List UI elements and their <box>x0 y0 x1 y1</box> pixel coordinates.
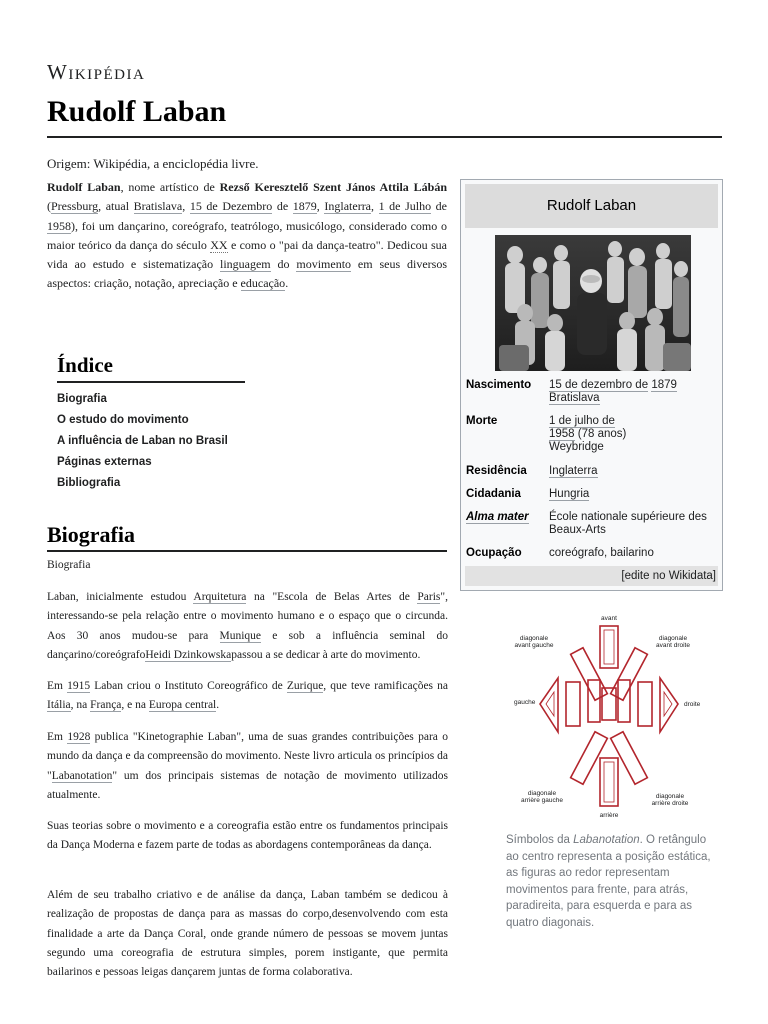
link-birth-date[interactable]: 15 de Dezembro <box>189 199 273 214</box>
lead-text: , <box>182 199 190 214</box>
lead-text: , <box>316 199 325 214</box>
symbol-droite <box>660 678 678 732</box>
paragraph-2 <box>47 677 448 716</box>
symbol-avant <box>600 626 618 668</box>
infobox <box>460 179 723 591</box>
toc-item-estudo-movimento[interactable]: O estudo do movimento <box>57 414 189 426</box>
citizenship-label: Cidadania <box>466 488 521 500</box>
link-franca[interactable]: França <box>90 699 122 712</box>
paragraph-text: na "Escola de Belas Artes de <box>246 591 418 603</box>
symbol-left-column <box>566 682 580 726</box>
label-diag-avant-droite-2: avant droite <box>656 642 690 649</box>
lead-text: , atual <box>98 199 134 214</box>
death-value <box>549 415 721 454</box>
paragraph-text: Laban, inicialmente estudou <box>47 591 194 603</box>
title-divider <box>47 136 722 138</box>
symbol-arriere <box>600 758 618 806</box>
section-title-biografia: Biografia <box>47 522 135 547</box>
wikipedia-wordmark[interactable]: Wikipédia <box>47 60 146 84</box>
link-1915[interactable]: 1915 <box>67 680 91 692</box>
label-diag-avant-droite-1: diagonale <box>658 635 688 642</box>
paragraph-1 <box>47 588 448 665</box>
death-age: (78 anos) <box>574 428 627 440</box>
birth-date-link[interactable]: 15 de dezembro de <box>549 379 649 391</box>
occupation-label: Ocupação <box>466 547 522 559</box>
symbol-place-left <box>588 680 600 722</box>
link-arquitetura[interactable]: Arquitetura <box>193 591 247 603</box>
birth-label: Nascimento <box>466 379 532 391</box>
link-movimento[interactable]: movimento <box>296 257 352 272</box>
caption-labanotation: Labanotation <box>573 834 640 846</box>
origin-line: Origem: Wikipédia, a enciclopédia livre. <box>47 156 259 171</box>
death-date-link[interactable]: 1 de julho de <box>549 415 615 427</box>
label-arriere: arrière <box>599 812 619 819</box>
paragraph-text: " um dos principais sistemas de notação de movimento utilizados atualmente. <box>47 769 448 801</box>
paragraph-text: passou a se dedicar à arte do movimento. <box>231 648 421 661</box>
toc-list <box>57 389 245 494</box>
subject-full-name: Rezső Keresztelő Szent János Attila Lábán <box>219 180 448 194</box>
death-label: Morte <box>466 415 498 427</box>
symbol-gauche-inner <box>546 692 554 716</box>
lead-text: ( <box>47 199 51 214</box>
paragraph-text: Em <box>47 731 68 743</box>
link-1928[interactable]: 1928 <box>67 731 91 743</box>
birth-place-link[interactable]: Bratislava <box>549 392 600 404</box>
label-diag-arriere-gauche-1: diagonale <box>527 790 557 797</box>
section-subtitle: Biografia <box>47 559 91 571</box>
alma-mater-label-link[interactable]: Alma mater <box>466 511 529 523</box>
label-diag-arriere-gauche-2: arrière gauche <box>521 797 563 804</box>
label-diag-avant-gauche-2: avant gauche <box>514 642 554 649</box>
direction-symbols <box>540 626 678 806</box>
symbol-droite-inner <box>664 692 672 716</box>
edit-wikidata-link[interactable]: [edite no Wikidata] <box>465 566 718 586</box>
label-diag-arriere-droite-2: arrière droite <box>651 800 689 807</box>
symbol-place-center <box>602 688 616 720</box>
lead-text: ), foi um dançarino, coreógrafo, teatrólogo, musicólogo, considerado como o maior teórico da dança do século <box>47 218 447 252</box>
residence-label: Residência <box>466 465 527 477</box>
symbol-arriere-inner <box>604 762 614 802</box>
link-europa-central[interactable]: Europa central <box>148 699 217 712</box>
label-diag-arriere-droite-1: diagonale <box>655 793 685 800</box>
link-birth-year[interactable]: 1879 <box>292 199 317 214</box>
link-labanotation[interactable]: Labanotation <box>51 769 113 782</box>
table-of-contents <box>57 353 245 494</box>
labanotation-symbols-diagram[interactable] <box>508 612 708 824</box>
symbol-gauche <box>540 678 558 732</box>
link-pressburg[interactable]: Pressburg <box>51 199 99 214</box>
toc-item-biografia[interactable]: Biografia <box>57 393 107 405</box>
alma-mater-label[interactable] <box>466 511 548 524</box>
toc-item-paginas-externas[interactable]: Páginas externas <box>57 456 152 468</box>
paragraph-text: , e na <box>121 699 149 712</box>
residence-value <box>549 465 721 478</box>
alma-mater-value: École nationale supérieure des Beaux-Arts <box>549 511 707 536</box>
diagram-caption <box>506 832 716 931</box>
paragraph-text: , que teve ramificações na <box>323 680 448 692</box>
birth-value <box>549 379 721 405</box>
lead-text: e como o "pai da dança-teatro". Dedicou sua vida ao estudo e sistematização <box>47 237 447 272</box>
link-paris[interactable]: Paris <box>417 591 441 603</box>
paragraph-text: , na <box>70 699 91 712</box>
paragraph-text: publica "Kinetographie Laban", uma de suas grandes contribuições para o mundo da dança e da compreensão do movimento. Neste livro articula os princípios da " <box>47 731 448 782</box>
link-death-year[interactable]: 1958 <box>47 218 71 233</box>
label-droite: droite <box>684 701 701 708</box>
link-heidi-dzinkowska[interactable]: Heidi Dzinkowska <box>145 648 232 661</box>
paragraph-3 <box>47 728 448 805</box>
caption-text: Símbolos da <box>506 834 574 846</box>
direction-labels <box>514 615 701 819</box>
toc-title: Índice <box>57 353 245 383</box>
lead-text: em seus diversos aspectos: criação, notação, apreciação e <box>47 257 448 291</box>
infobox-title: Rudolf Laban <box>465 184 718 228</box>
link-educacao[interactable]: educação <box>240 276 286 291</box>
lead-text: de <box>431 199 447 214</box>
group-photo-image <box>495 235 691 371</box>
symbol-right-column <box>638 682 652 726</box>
symbol-avant-inner <box>604 630 614 664</box>
subject-name: Rudolf Laban <box>47 180 121 194</box>
link-munique[interactable]: Munique <box>219 629 262 642</box>
portrait-photo[interactable] <box>495 235 691 371</box>
paragraph-text: Laban criou o Instituto Coreográfico de <box>90 680 287 692</box>
symbol-place-right <box>618 680 630 722</box>
citizenship-link[interactable]: Hungria <box>549 488 590 500</box>
paragraph-text: Em <box>47 680 68 692</box>
death-place-link[interactable]: Weybridge <box>549 441 604 453</box>
toc-item-bibliografia[interactable]: Bibliografia <box>57 477 121 489</box>
lead-text: . <box>285 276 289 291</box>
label-avant: avant <box>601 615 617 622</box>
lead-text: , <box>371 199 379 214</box>
caption-text: . O retângulo ao centro representa a posição estática, as figuras ao redor representam movimentos para frente, para atrás, paradireita, para esquerda e para as quatro diagonais. <box>506 834 711 929</box>
label-gauche: gauche <box>514 699 536 706</box>
citizenship-value <box>549 488 721 501</box>
toc-item-influencia-brasil[interactable]: A influência de Laban no Brasil <box>57 435 228 447</box>
link-bratislava[interactable]: Bratislava <box>133 199 183 214</box>
lead-text: de <box>272 199 293 214</box>
lead-text: do <box>270 257 297 272</box>
page-title: Rudolf Laban <box>47 95 227 128</box>
paragraph-text: ", interessando-se pela relação entre o movimento humano e o espaço que o circunda. Aos 30 anos mudou-se para <box>47 591 448 642</box>
birth-year-link[interactable]: 1879 <box>651 379 677 391</box>
death-year-link[interactable]: 1958 <box>549 428 575 440</box>
lead-text: , nome artístico de <box>120 180 220 194</box>
label-diag-avant-gauche-1: diagonale <box>519 635 549 642</box>
paragraph-text: e sob a influência seminal do dançarino/coreógrafo <box>47 629 448 661</box>
link-linguagem[interactable]: linguagem <box>219 257 271 272</box>
link-death-date[interactable]: 1 de Julho <box>378 199 432 214</box>
paragraph-text: . <box>216 699 220 712</box>
section-divider <box>47 550 447 552</box>
link-inglaterra[interactable]: Inglaterra <box>324 199 372 214</box>
century-abbr[interactable]: XX <box>210 237 228 252</box>
occupation-value: coreógrafo, bailarino <box>549 547 654 559</box>
link-zurique[interactable]: Zurique <box>286 680 324 692</box>
paragraph-4: Suas teorias sobre o movimento e a coreografia estão entre os fundamentos principais da Dança Moderna e fazem parte de todas as abordagens contemporâneas da dança. <box>47 820 448 852</box>
lead-paragraph <box>47 178 447 294</box>
link-italia[interactable]: Itália <box>47 699 71 712</box>
paragraph-5: Além de seu trabalho criativo e de análise da dança, Laban também se dedicou à realização de propostas de dança para as massas do corpo,desenvolvendo com esta finalidade a arte da Dança Coral, onde grande número de pessoas se movem juntas segundo uma coreografia de estrutura simples, porem instigante, que permita bailarinos e pessoas leigas dançarem juntas de forma colaborativa. <box>47 889 448 979</box>
residence-link[interactable]: Inglaterra <box>549 465 598 477</box>
